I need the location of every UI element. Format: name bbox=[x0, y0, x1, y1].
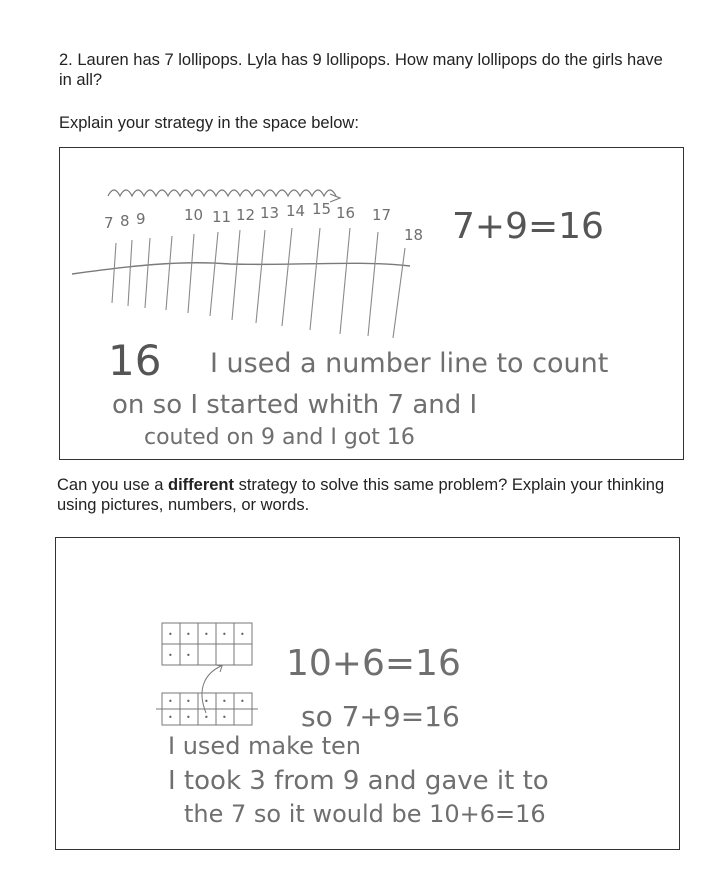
number-line bbox=[72, 263, 410, 274]
tick-label: 10 bbox=[184, 206, 204, 224]
frame-dot: • bbox=[168, 630, 173, 639]
frame-dot: • bbox=[186, 697, 191, 706]
frame-dot: • bbox=[168, 713, 173, 722]
equation-so-seven-plus-nine: so 7+9=16 bbox=[301, 700, 460, 733]
frame-dot: • bbox=[168, 651, 173, 660]
equation-ten-plus-six: 10+6=16 bbox=[286, 643, 461, 684]
tick-label: 12 bbox=[236, 206, 256, 224]
frame-dot: • bbox=[222, 713, 227, 722]
explanation-line-2: I took 3 from 9 and gave it to bbox=[168, 766, 549, 796]
explanation-line-1: I used a number line to count bbox=[210, 348, 609, 379]
frame-dot: • bbox=[222, 697, 227, 706]
tick-label: 13 bbox=[260, 204, 280, 222]
frame-dot: • bbox=[168, 697, 173, 706]
frame-dot: • bbox=[186, 651, 191, 660]
tick-label: 9 bbox=[136, 210, 146, 228]
tick-label: 7 bbox=[104, 214, 114, 232]
tick-label: 17 bbox=[372, 206, 392, 224]
tick-label: 16 bbox=[336, 204, 356, 222]
tick-label: 18 bbox=[404, 226, 424, 244]
jump-arcs bbox=[108, 190, 336, 196]
tick-label: 15 bbox=[312, 200, 332, 218]
explanation-line-2: on so I started whith 7 and I bbox=[112, 390, 478, 420]
tick-label: 8 bbox=[120, 212, 130, 230]
tick-label: 11 bbox=[212, 208, 232, 226]
frame-dot: • bbox=[204, 630, 209, 639]
second-question-text: Can you use a different strategy to solve this same problem? Explain your thinking using pictures, numbers, or words. bbox=[57, 476, 665, 514]
strategy-two-answer-box[interactable] bbox=[55, 537, 680, 850]
tick-label: 14 bbox=[286, 202, 306, 220]
question-text: 2. Lauren has 7 lollipops. Lyla has 9 lollipops. How many lollipops do the girls have in all? bbox=[59, 51, 663, 89]
frame-dot: • bbox=[222, 630, 227, 639]
emphasis-different: different bbox=[168, 476, 234, 494]
explanation-line-3: the 7 so it would be 10+6=16 bbox=[184, 800, 546, 828]
equation-seven-plus-nine: 7+9=16 bbox=[452, 206, 604, 247]
frame-dot: • bbox=[186, 713, 191, 722]
answer-sixteen: 16 bbox=[108, 336, 162, 385]
frame-dot: • bbox=[240, 697, 245, 706]
frame-dot: • bbox=[186, 630, 191, 639]
frame-dot: • bbox=[240, 630, 245, 639]
frame-dot: • bbox=[204, 697, 209, 706]
explain-prompt: Explain your strategy in the space below: bbox=[59, 114, 359, 132]
frame-dot: • bbox=[204, 713, 209, 722]
explanation-line-1: I used make ten bbox=[168, 732, 361, 760]
explanation-line-3: couted on 9 and I got 16 bbox=[144, 425, 415, 450]
strategy-one-answer-box[interactable] bbox=[59, 147, 684, 460]
